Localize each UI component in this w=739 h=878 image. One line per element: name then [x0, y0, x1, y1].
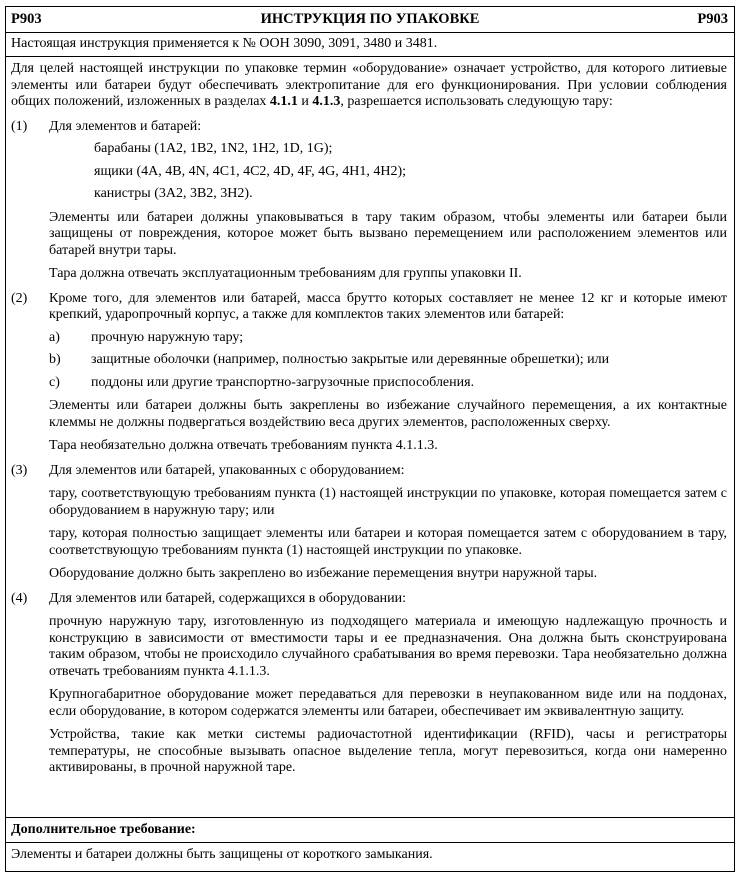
list-item [11, 375, 727, 392]
instruction-code-right: P903 [697, 11, 728, 27]
section-number: (4) [11, 590, 28, 606]
header-row [6, 7, 734, 33]
section-number: (3) [11, 462, 28, 478]
section-number: (2) [11, 290, 28, 306]
section-2-paragraph: Тара необязательно должна отвечать требованиям пункта 4.1.1.3. [49, 438, 438, 453]
section-3-paragraph: Оборудование должно быть закреплено во избежание перемещения внутри наружной тары. [49, 566, 598, 581]
additional-requirement-heading: Дополнительное требование: [6, 818, 734, 843]
section-4-paragraph: прочную наружную тару, изготовленную из подходящего материала и имеющую надлежащую прочность и конструкцию в зависимости от вместимости тары и ее предназначения. Она должна быть сконструирована таким образом, чтобы не происходило случайного срабатывания во время перевозки. Тара необязательно должна отвечать требованиям пункта 4.1.1.3. [49, 614, 727, 679]
list-item-text: поддоны или другие транспортно-загрузочные приспособления. [91, 374, 475, 390]
additional-requirement-text: Элементы и батареи должны быть защищены от короткого замыкания. [11, 847, 433, 862]
intro-ref-4-1-3: 4.1.3 [312, 94, 341, 109]
section-heading: Кроме того, для элементов или батарей, масса брутто которых составляет не менее 12 кг и которые имеют крепкий, ударопрочный корпус, а также для комплектов таких элементов или батарей: [49, 290, 727, 322]
packaging-drums: барабаны (1A2, 1B2, 1N2, 1H2, 1D, 1G); [94, 141, 333, 156]
instruction-body [6, 57, 734, 818]
instruction-code-left: P903 [11, 11, 42, 27]
section-4-paragraph: Устройства, такие как метки системы радиочастотной идентификации (RFID), часы и регистраторы температуры, не способные вызывать опасное выделение тепла, могут перевозиться, когда они намеренно активированы, в прочной наружной таре. [49, 727, 727, 775]
section-heading: Для элементов и батарей: [49, 118, 202, 134]
list-item-letter: b) [49, 352, 61, 367]
list-item-letter: a) [49, 329, 60, 345]
packing-instruction-table [5, 6, 735, 872]
section-4-paragraph: Крупногабаритное оборудование может передаваться для перевозки в неупакованном виде или на поддонах, если оборудование, в котором содержатся элементы или батареи, обеспечивает им эквивалентную защиту. [49, 687, 727, 719]
applies-to-row: Настоящая инструкция применяется к № ООН 3090, 3091, 3480 и 3481. [6, 33, 734, 57]
packaging-boxes: ящики (4A, 4B, 4N, 4C1, 4C2, 4D, 4F, 4G, 4H1, 4H2); [94, 163, 407, 179]
section-2 [11, 291, 727, 324]
packaging-jerricans: канистры (3A2, 3B2, 3H2). [94, 186, 253, 201]
intro-paragraph [11, 61, 727, 111]
section-2-paragraph: Элементы или батареи должны быть закреплены во избежание случайного перемещения, а их контактные клеммы не должны подвергаться воздействию веса других элементов, расположенных сверху. [49, 398, 727, 430]
section-3-paragraph: тару, соответствующую требованиям пункта (1) настоящей инструкции по упаковке, которая помещается затем с оборудованием в наружную тару; или [49, 486, 727, 518]
intro-ref-4-1-1: 4.1.1 [269, 94, 298, 109]
section-1-paragraph: Тара должна отвечать эксплуатационным требованиям для группы упаковки II. [49, 266, 522, 281]
section-1-paragraph: Элементы или батареи должны упаковываться в тару таким образом, чтобы элементы или батареи были защищены от повреждения, которое может быть вызвано перемещением или расположением элементов или батарей внутри тары. [49, 209, 727, 258]
list-item [11, 352, 727, 369]
list-item-letter: c) [49, 374, 60, 390]
instruction-title: ИНСТРУКЦИЯ ПО УПАКОВКЕ [260, 11, 480, 27]
intro-text-after: , разрешается использовать следующую тару: [340, 94, 613, 109]
intro-and: и [297, 94, 313, 109]
section-number: (1) [11, 118, 28, 134]
section-4 [11, 591, 727, 608]
list-item [11, 330, 727, 347]
list-item-text: прочную наружную тару; [91, 329, 244, 345]
section-3-paragraph: тару, которая полностью защищает элементы или батареи и которая помещается затем с оборудованием в тару, соответствующую требованиям пункта (1) настоящей инструкции по упаковке. [49, 526, 727, 558]
section-heading: Для элементов или батарей, упакованных с оборудованием: [49, 462, 405, 478]
section-1 [11, 119, 727, 136]
intro-text-before: Для целей настоящей инструкции по упаковке термин «оборудование» означает устройство, для которого литиевые элементы или батареи будут обеспечивать электропитание для его функционирования. При условии соблюдения общих положений, изложенных в разделах [11, 61, 727, 109]
section-3 [11, 463, 727, 480]
list-item-text: защитные оболочки (например, полностью закрытые или деревянные обрешетки); или [91, 352, 610, 367]
section-heading: Для элементов или батарей, содержащихся в оборудовании: [49, 590, 407, 606]
